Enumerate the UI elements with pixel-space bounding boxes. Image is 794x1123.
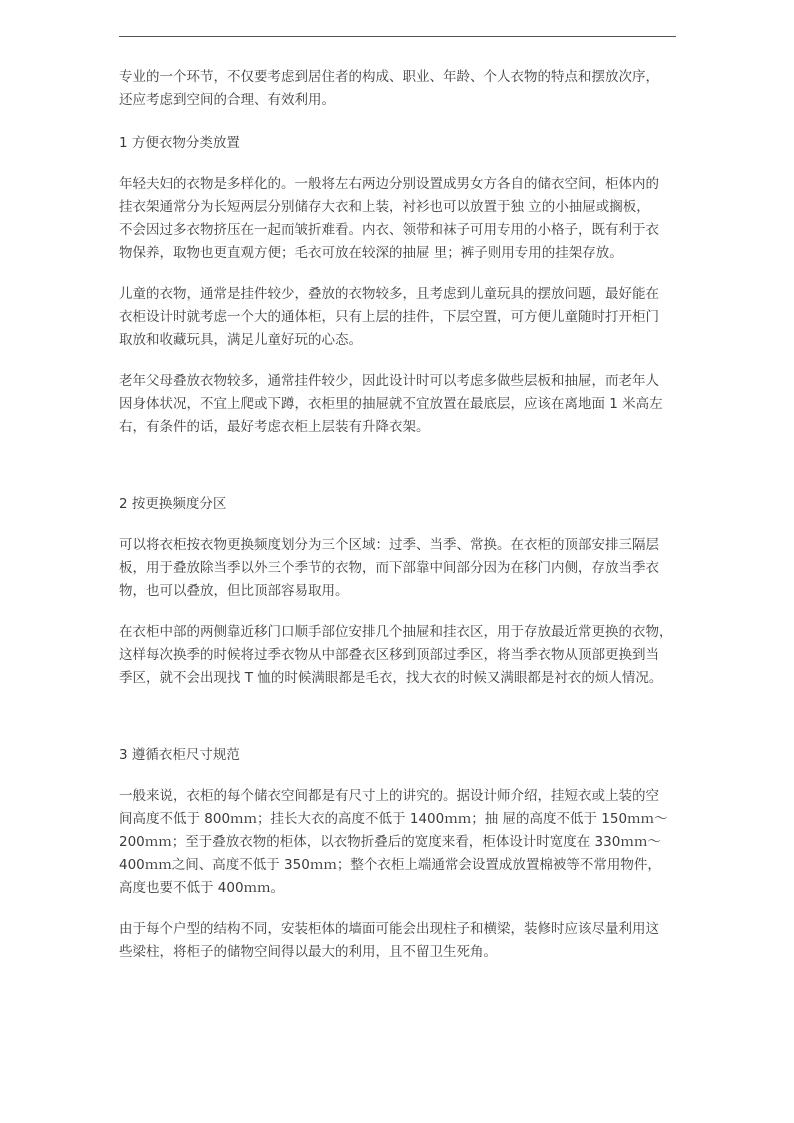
text-line: 取放和收藏玩具，满足儿童好玩的心态。 <box>119 332 362 348</box>
text-line: 因身体状况，不宜上爬或下蹲，衣柜里的抽屉就不宜放置在最底层，应该在离地面 1 米高左 <box>119 396 663 412</box>
paragraph <box>119 370 679 439</box>
text-line: 200ｍｍ；至于叠放衣物的柜体，以衣物折叠后的宽度来看，柜体设计时宽度在 330ｍｍ～ <box>119 834 661 850</box>
text-line: 右，有条件的话，最好考虑衣柜上层装有升降衣架。 <box>119 419 430 435</box>
paragraph <box>119 173 679 265</box>
text-line: 衣柜设计时就考虑一个大的通体柜，只有上层的挂件，下层空置，可方便儿童随时打开柜门 <box>119 309 659 325</box>
text-line: 挂衣架通常分为长短两层分别储存大衣和上装，衬衫也可以放置于独 立的小抽屉或搁板， <box>119 199 650 215</box>
section-heading-2: 2 按更换频度分区 <box>119 496 227 512</box>
text-line: 季区，就不会出现找 T 恤的时候满眼都是毛衣，找大衣的时候又满眼都是衬衣的烦人情况。 <box>119 670 663 686</box>
text-line: 还应考虑到空间的合理、有效利用。 <box>119 92 335 108</box>
text-line: 物保养，取物也更直观方便；毛衣可放在较深的抽屉 里；裤子则用专用的挂架存放。 <box>119 245 623 261</box>
text-line: 些梁柱，将柜子的储物空间得以最大的利用，且不留卫生死角。 <box>119 944 497 960</box>
text-line: 老年父母叠放衣物较多，通常挂件较少，因此设计时可以考虑多做些层板和抽屉，而老年人 <box>119 373 659 389</box>
text-line: 儿童的衣物，通常是挂件较少，叠放的衣物较多，且考虑到儿童玩具的摆放问题，最好能在 <box>119 286 659 302</box>
paragraph <box>119 785 679 900</box>
text-line: 板，用于叠放除当季以外三个季节的衣物，而下部靠中间部分因为在移门内侧，存放当季衣 <box>119 560 659 576</box>
text-line: 可以将衣柜按衣物更换频度划分为三个区域：过季、当季、常换。在衣柜的顶部安排三隔层 <box>119 537 659 553</box>
text-line: 在衣柜中部的两侧靠近移门口顺手部位安排几个抽屉和挂衣区，用于存放最近常更换的衣物， <box>119 624 673 640</box>
header-rule <box>119 36 676 37</box>
text-line: 年轻夫妇的衣物是多样化的。一般将左右两边分别设置成男女方各自的储衣空间，柜体内的 <box>119 176 659 192</box>
paragraph <box>119 918 679 964</box>
text-line: 间高度不低于 800ｍｍ；挂长大衣的高度不低于 1400ｍｍ；抽 屉的高度不低于 150ｍｍ～ <box>119 811 668 827</box>
text-line: 不会因过多衣物挤压在一起而皱折难看。内衣、领带和袜子可用专用的小格子，既有利于衣 <box>119 222 659 238</box>
text-line: 专业的一个环节，不仅要考虑到居住者的构成、职业、年龄、个人衣物的特点和摆放次序， <box>119 69 659 85</box>
text-line: 物，也可以叠放，但比顶部容易取用。 <box>119 583 349 599</box>
text-line: 400ｍｍ之间、高度不低于 350ｍｍ；整个衣柜上端通常会设置成放置棉被等不常用物件， <box>119 857 661 873</box>
text-line: 高度也要不低于 400ｍｍ。 <box>119 880 285 896</box>
paragraph <box>119 534 679 603</box>
paragraph <box>119 283 679 352</box>
text-line: 一般来说，衣柜的每个储衣空间都是有尺寸上的讲究的。据设计师介绍，挂短衣或上装的空 <box>119 788 659 804</box>
text-line: 这样每次换季的时候将过季衣物从中部叠衣区移到顶部过季区，将当季衣物从顶部更换到当 <box>119 647 659 663</box>
intro-paragraph <box>119 66 679 112</box>
section-heading-3: 3 遵循衣柜尺寸规范 <box>119 747 240 763</box>
document-body <box>119 66 679 964</box>
paragraph <box>119 621 679 690</box>
section-heading-1: 1 方便衣物分类放置 <box>119 135 240 151</box>
text-line: 由于每个户型的结构不同，安装柜体的墙面可能会出现柱子和横梁，装修时应该尽量利用这 <box>119 921 659 937</box>
